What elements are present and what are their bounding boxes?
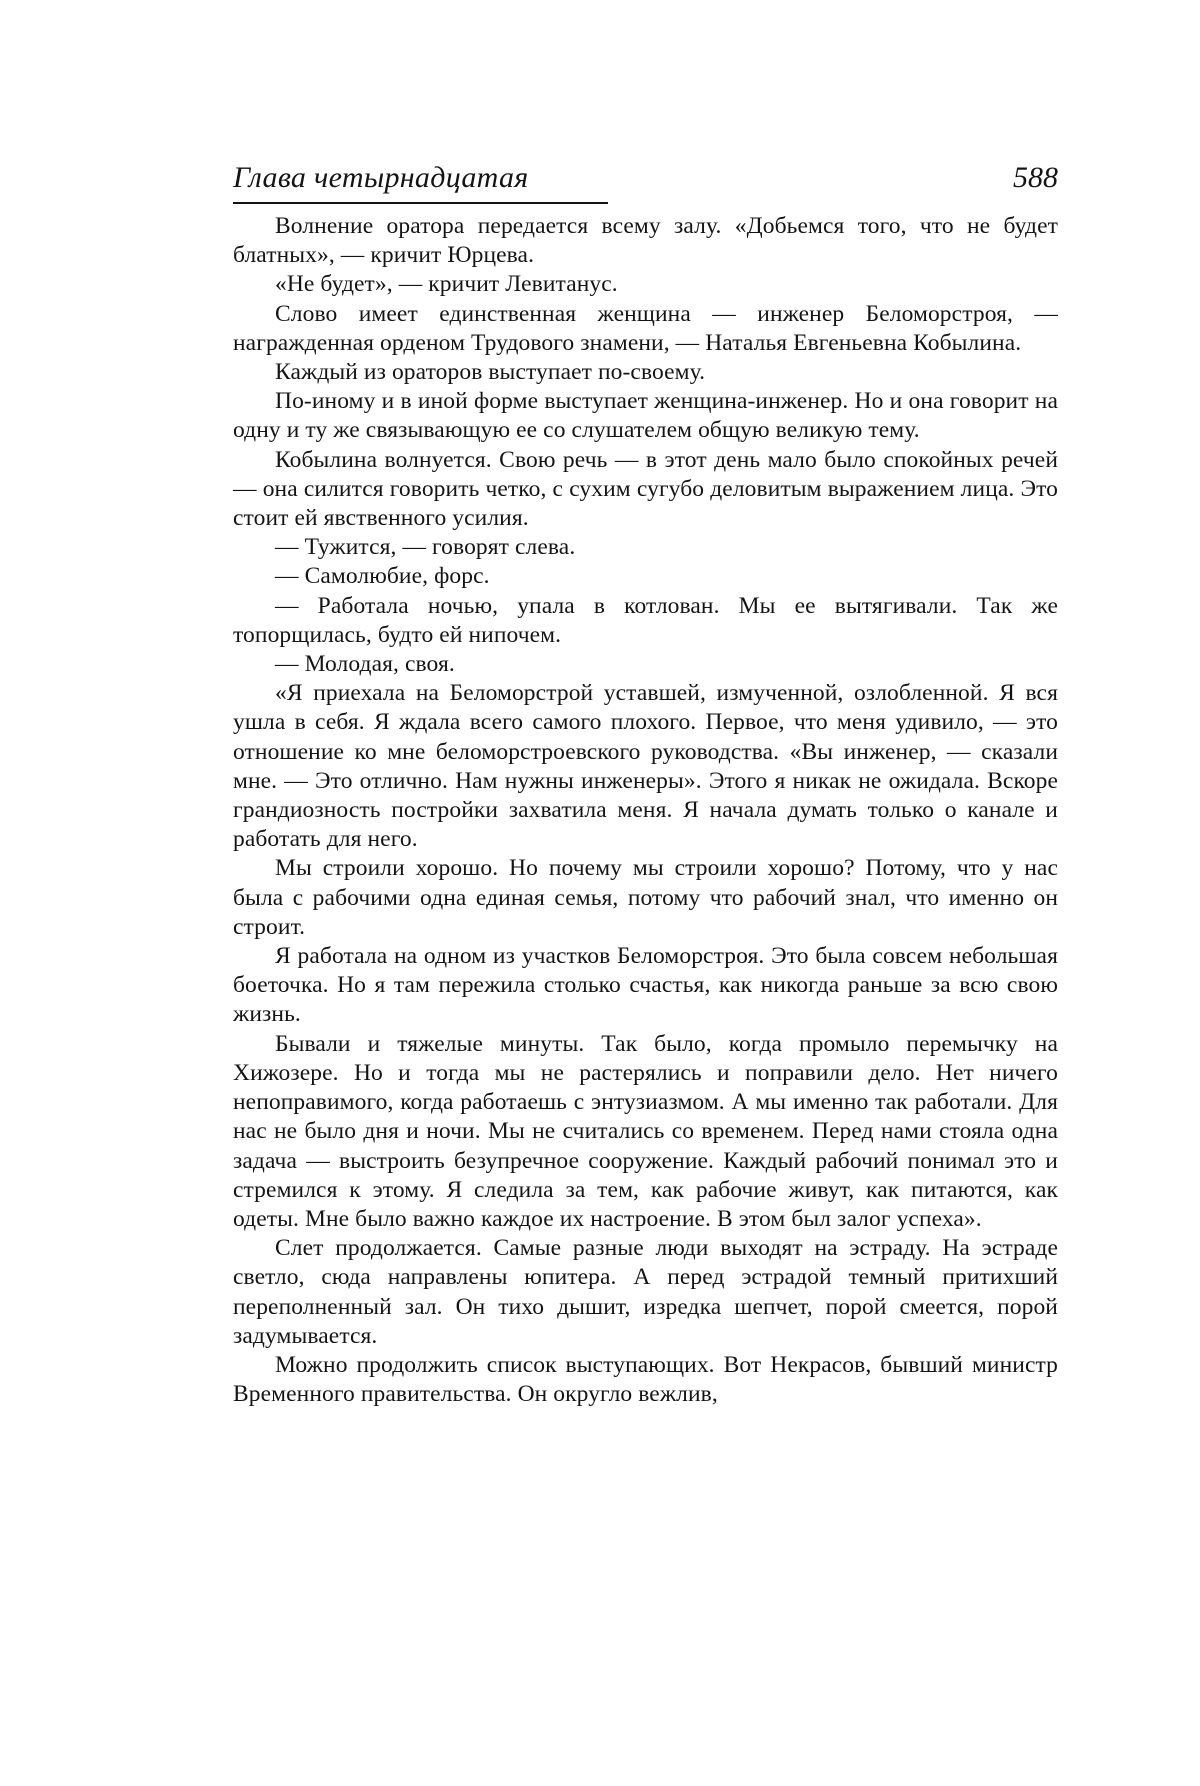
paragraph: «Не будет», — кричит Левитанус. bbox=[275, 271, 618, 298]
paragraph: Мы строили хорошо. Но почему мы строили хорошо? Потому, что у нас была с рабочими одна единая семья, потому что рабочий знал, что именно он строит. bbox=[233, 855, 1058, 940]
page-number: 588 bbox=[1013, 161, 1058, 194]
paragraph: «Я приехала на Беломорстрой уставшей, измученной, озлобленной. Я вся ушла в себя. Я ждала всего самого плохого. Первое, что меня удивило, — это отношение ко мне беломорстроевского руководства. «Вы инженер, — сказали мне. — Это отлично. Нам нужны инженеры». Этого я никак не ожидала. Вскоре грандиозность постройки захватила меня. Я начала думать только о канале и работать для него. bbox=[233, 680, 1058, 853]
paragraph: Волнение оратора передается всему залу. «Добьемся того, что не будет блатных», — кричит Юрцева. bbox=[233, 213, 1058, 269]
book-page bbox=[233, 160, 1058, 1409]
header-rule bbox=[233, 202, 608, 204]
paragraph: — Молодая, своя. bbox=[275, 651, 455, 678]
paragraph: Я работала на одном из участков Беломорстроя. Это была совсем небольшая боеточка. Но я там пережила столько счастья, как никогда раньше за всю свою жизнь. bbox=[233, 943, 1058, 1028]
paragraph: — Работала ночью, упала в котлован. Мы ее вытягивали. Так же топорщилась, будто ей нипочем. bbox=[233, 592, 1058, 648]
paragraph: Бывали и тяжелые минуты. Так было, когда промыло перемычку на Хижозере. Но и тогда мы не растерялись и поправили дело. Нет ничего непоправимого, когда работаешь с энтузиазмом. А мы именно так работали. Для нас не было дня и ночи. Мы не считались со временем. Перед нами стояла одна задача — выстроить безупречное сооружение. Каждый рабочий понимал это и стремился к этому. Я следила за тем, как рабочие живут, как питаются, как одеты. Мне было важно каждое их настроение. В этом был залог успеха». bbox=[233, 1030, 1058, 1232]
paragraph: Можно продолжить список выступающих. Вот Некрасов, бывший министр Временного правительства. Он округло вежлив, bbox=[233, 1351, 1058, 1408]
running-head bbox=[233, 160, 1058, 204]
paragraph: Каждый из ораторов выступает по-своему. bbox=[275, 359, 706, 386]
paragraph: По-иному и в иной форме выступает женщина-инженер. Но и она говорит на одну и ту же связывающую ее со слушателем общую великую тему. bbox=[233, 388, 1058, 444]
paragraph: Слово имеет единственная женщина — инженер Беломорстроя, — награжденная орденом Трудового знамени, — Наталья Евгеньевна Кобылина. bbox=[233, 300, 1058, 356]
paragraph: Кобылина волнуется. Свою речь — в этот день мало было спокойных речей — она силится говорить четко, с сухим сугубо деловитым выражением лица. Это стоит ей явственного усилия. bbox=[233, 446, 1058, 532]
paragraph: Слет продолжается. Самые разные люди выходят на эстраду. На эстраде светло, сюда направлены юпитера. А перед эстрадой темный притихший переполненный зал. Он тихо дышит, изредка шепчет, порой смеется, порой задумывается. bbox=[233, 1235, 1058, 1349]
chapter-title: Глава четырнадцатая bbox=[233, 161, 529, 194]
body-text bbox=[233, 212, 1058, 1409]
paragraph: — Самолюбие, форс. bbox=[275, 563, 490, 590]
paragraph: — Тужится, — говорят слева. bbox=[275, 534, 576, 561]
